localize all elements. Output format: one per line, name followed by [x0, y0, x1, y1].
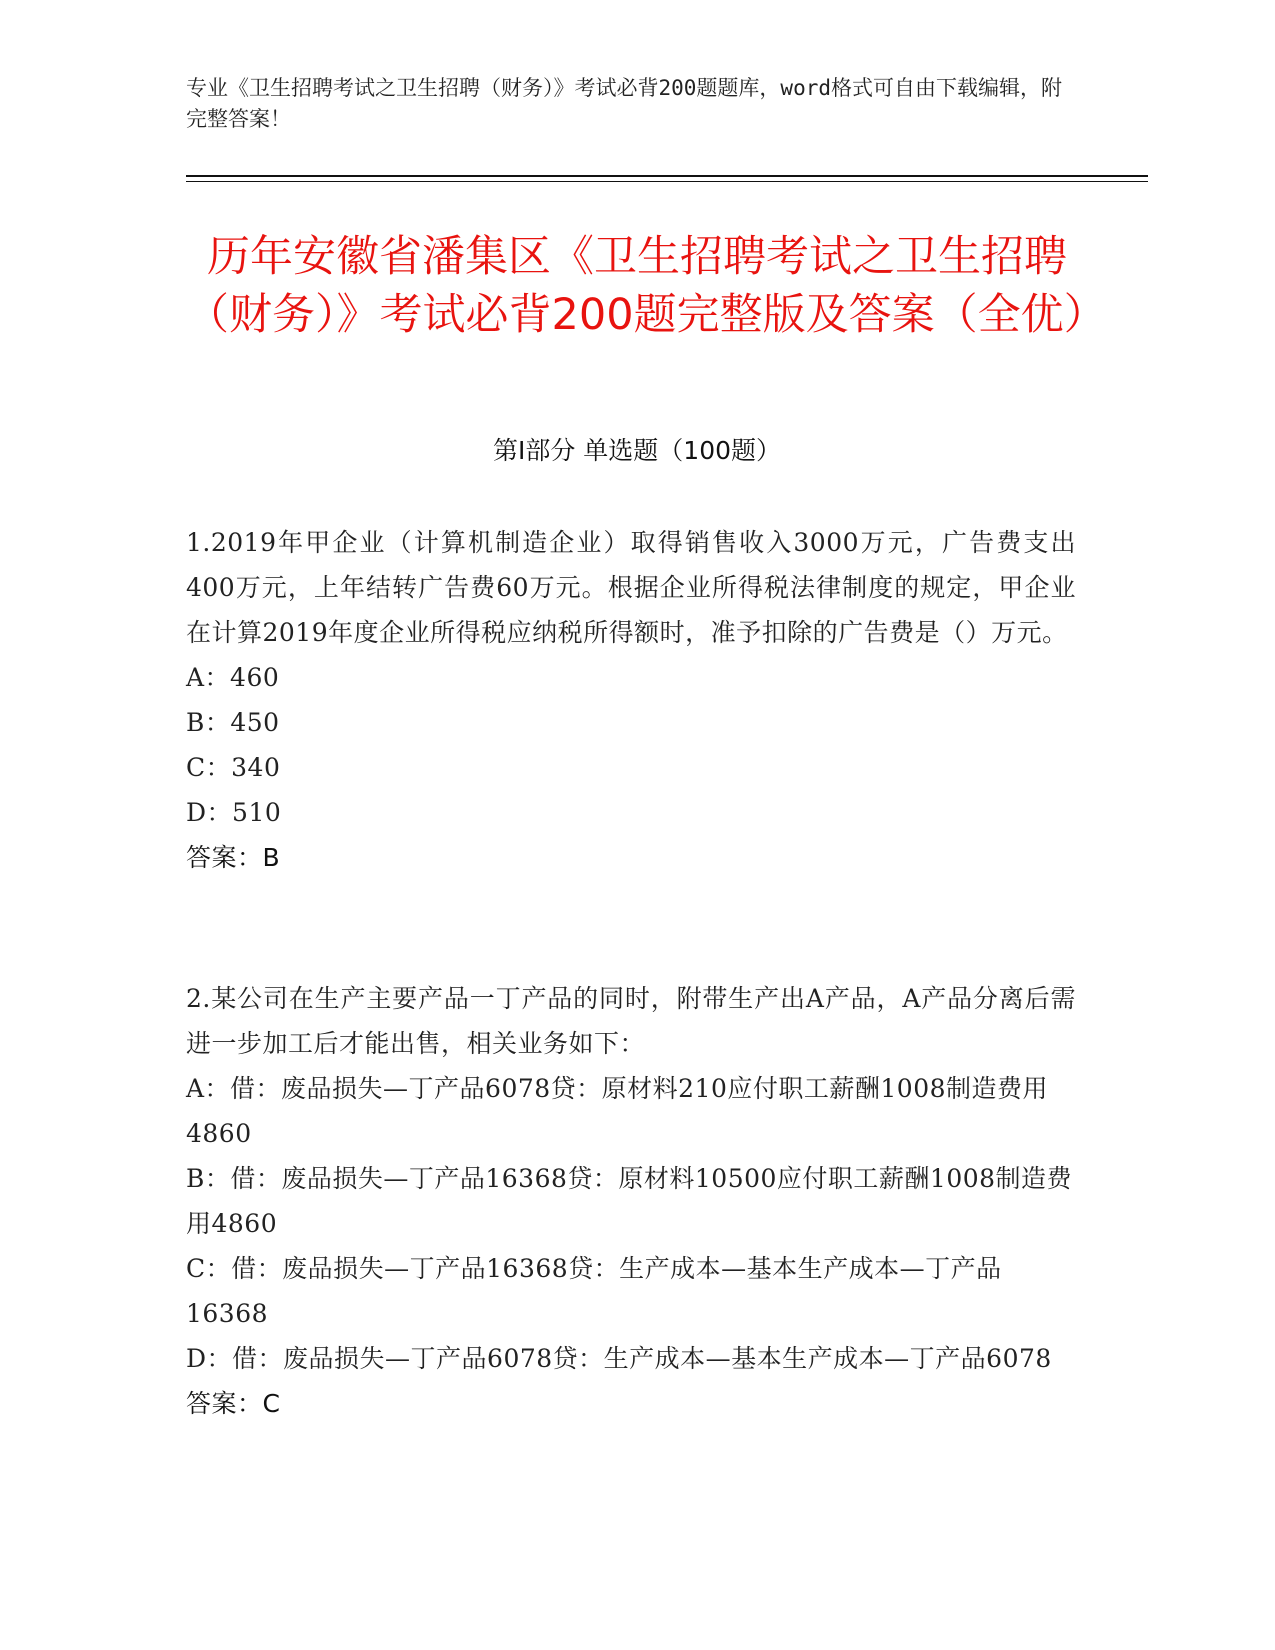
header-divider-thin: [186, 181, 1148, 182]
header-note: 专业《卫生招聘考试之卫生招聘（财务）》考试必背200题题库，word格式可自由下载编辑，附完整答案！: [186, 76, 1062, 131]
question-2: [186, 976, 1076, 1426]
option-a: A：460: [186, 663, 280, 692]
option-a: A：借：废品损失—丁产品6078贷：原材料210应付职工薪酬1008制造费用4860: [186, 1074, 1049, 1148]
option-d: D：借：废品损失—丁产品6078贷：生产成本—基本生产成本—丁产品6078: [186, 1344, 1052, 1373]
header-divider-thick: [186, 175, 1148, 177]
option-c: C：借：废品损失—丁产品16368贷：生产成本—基本生产成本—丁产品16368: [186, 1254, 1002, 1328]
question-1: [186, 520, 1076, 880]
question-stem: 2.某公司在生产主要产品一丁产品的同时，附带生产出A产品，A产品分离后需进一步加工后才能出售，相关业务如下：: [186, 984, 1076, 1058]
section-heading: 第I部分 单选题（100题）: [492, 436, 782, 465]
answer-line: 答案：B: [186, 843, 281, 872]
option-c: C：340: [186, 753, 281, 782]
question-stem: 1.2019年甲企业（计算机制造企业）取得销售收入3000万元，广告费支出400万元，上年结转广告费60万元。根据企业所得税法律制度的规定，甲企业在计算2019年度企业所得税应纳税所得额时，准予扣除的广告费是（）万元。: [186, 528, 1076, 647]
option-b: B：450: [186, 708, 280, 737]
option-b: B：借：废品损失—丁产品16368贷：原材料10500应付职工薪酬1008制造费用4860: [186, 1164, 1073, 1238]
document-title: 历年安徽省潘集区《卫生招聘考试之卫生招聘（财务）》考试必背200题完整版及答案（全优）: [186, 232, 1107, 340]
answer-line: 答案：C: [186, 1389, 281, 1418]
option-d: D：510: [186, 798, 282, 827]
